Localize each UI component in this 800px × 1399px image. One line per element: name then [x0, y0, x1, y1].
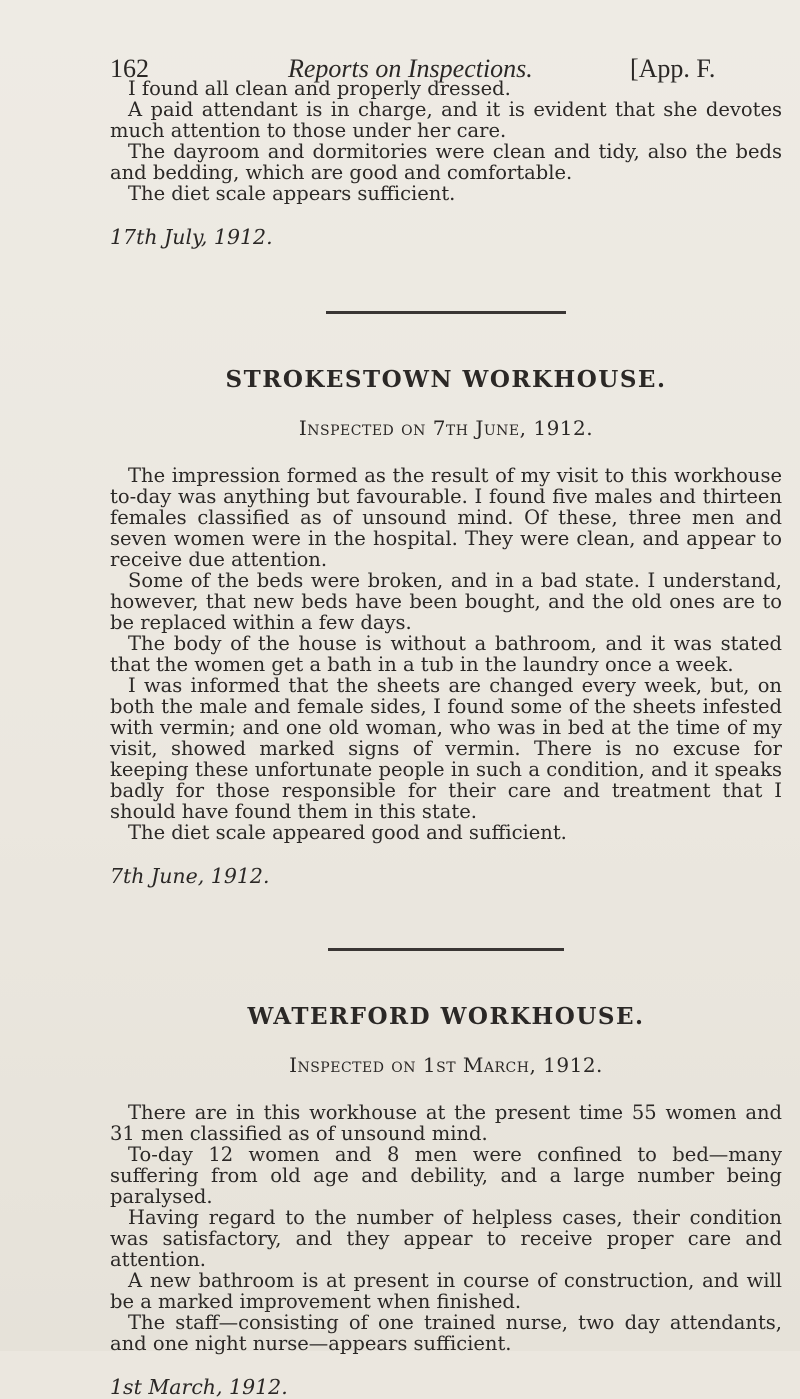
- paragraph: The diet scale appeared good and sufficient.: [128, 821, 567, 844]
- paragraph: A new bathroom is at present in course of construction, and will be a marked improvement when finished.: [110, 1269, 782, 1313]
- paragraph: I found all clean and properly dressed.: [128, 77, 511, 100]
- strokestown-section: [110, 366, 782, 888]
- paragraph: A paid attendant is in charge, and it is evident that she devotes much attention to those under her care.: [110, 98, 782, 142]
- paragraph: The staff—consisting of one trained nurse, two day attendants, and one night nurse—appears sufficient.: [110, 1311, 782, 1355]
- inspection-date: Inspected on 7th June, 1912.: [298, 416, 594, 440]
- page-number: 162: [110, 54, 149, 83]
- running-title: Reports on Inspections.: [288, 54, 533, 83]
- report-date: 1st March, 1912.: [110, 1375, 288, 1399]
- paragraph: Having regard to the number of helpless cases, their condition was satisfactory, and they appear to receive proper care and attention.: [110, 1206, 782, 1271]
- paragraph: There are in this workhouse at the present time 55 women and 31 men classified as of unsound mind.: [110, 1101, 782, 1145]
- waterford-section: [110, 1003, 782, 1399]
- page-body: [110, 78, 782, 1399]
- report-date: 17th July, 1912.: [110, 225, 273, 249]
- inspection-date: Inspected on 1st March, 1912.: [289, 1053, 603, 1077]
- paragraph: Some of the beds were broken, and in a bad state. I understand, however, that new beds have been bought, and the old ones are to be replaced within a few days.: [110, 569, 782, 634]
- section-divider: [328, 948, 564, 951]
- paragraph: The dayroom and dormitories were clean and tidy, also the beds and bedding, which are good and comfortable.: [110, 140, 782, 184]
- paragraph: The impression formed as the result of my visit to this workhouse to-day was anything but favourable. I found five males and thirteen females classified as of unsound mind. Of these, three men and seven women were in the hospital. They were clean, and appear to receive due attention.: [110, 464, 782, 571]
- section-title: WATERFORD WORKHOUSE.: [247, 1003, 645, 1030]
- report-date: 7th June, 1912.: [110, 864, 270, 888]
- paragraph: I was informed that the sheets are changed every week, but, on both the male and female sides, I found some of the sheets infested with vermin; and one old woman, who was in bed at the time of my visit, showed marked signs of vermin. There is no excuse for keeping these unfortunate people in such a condition, and it speaks badly for those responsible for their care and treatment that I should have found them in this state.: [110, 674, 782, 823]
- section-divider: [326, 311, 566, 314]
- paragraph: The body of the house is without a bathroom, and it was stated that the women get a bath in a tub in the laundry once a week.: [110, 632, 782, 676]
- intro-section: [110, 78, 782, 249]
- paragraph: The diet scale appears sufficient.: [128, 182, 456, 205]
- section-title: STROKESTOWN WORKHOUSE.: [225, 366, 667, 393]
- paragraph: To-day 12 women and 8 men were confined to bed—many suffering from old age and debility, and a large number being paralysed.: [110, 1143, 782, 1208]
- appendix-tag: [App. F.: [630, 54, 716, 83]
